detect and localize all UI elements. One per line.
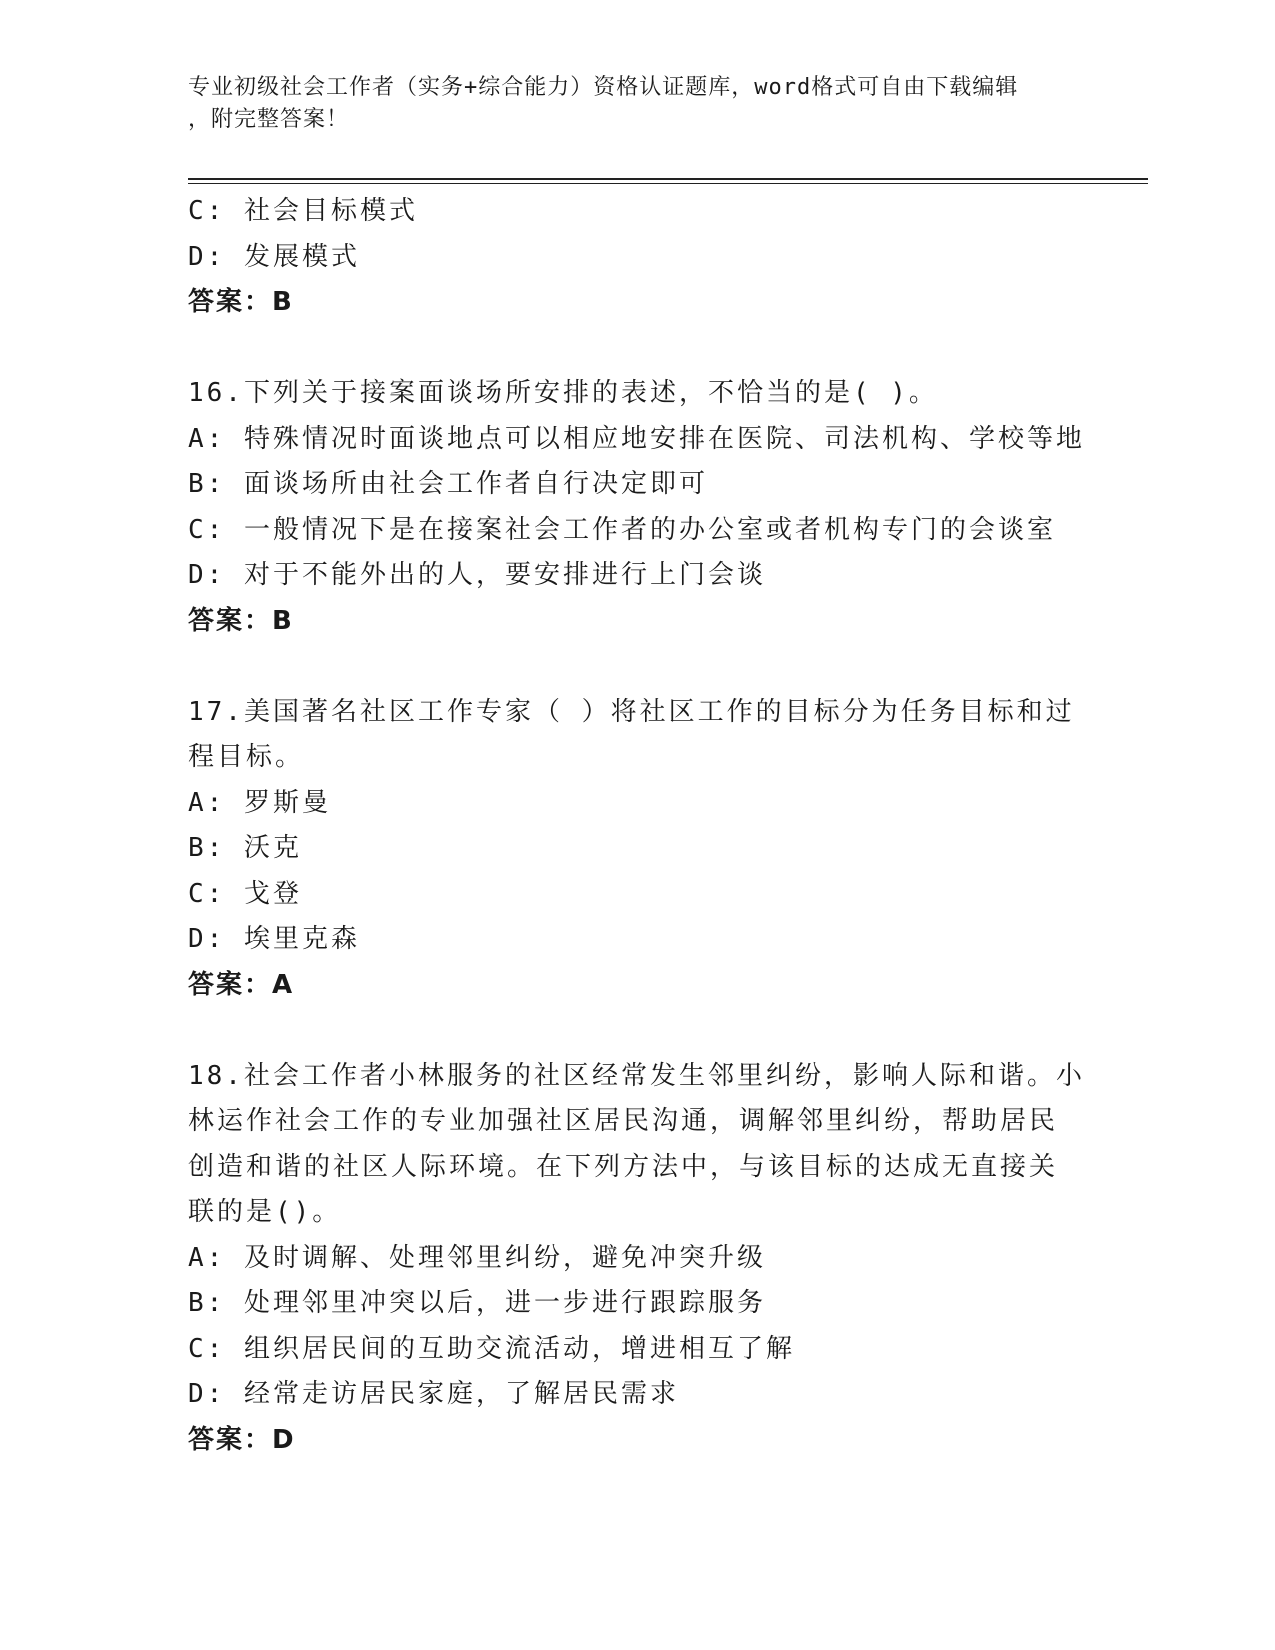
answer: 答案：B xyxy=(188,287,294,317)
question-stem: 17.美国著名社区工作专家（ ）将社区工作的目标分为任务目标和过 xyxy=(188,696,1075,727)
option-b: B: 沃克 xyxy=(188,833,302,863)
option-c: C: 一般情况下是在接案社会工作者的办公室或者机构专门的会谈室 xyxy=(188,514,1056,545)
question-stem: 联的是()。 xyxy=(188,1197,342,1227)
header-divider xyxy=(188,178,1148,180)
header-line-2: ，附完整答案！ xyxy=(188,107,350,132)
question-18 xyxy=(188,1054,1088,1464)
option-b: B: 面谈场所由社会工作者自行决定即可 xyxy=(188,469,708,499)
option-c: C: 组织居民间的互助交流活动，增进相互了解 xyxy=(188,1333,795,1364)
option-b: B: 处理邻里冲突以后，进一步进行跟踪服务 xyxy=(188,1288,766,1318)
question-stem: 程目标。 xyxy=(188,742,305,772)
answer: 答案：A xyxy=(188,969,295,1000)
question-list xyxy=(188,189,1088,1463)
option-c: C: 戈登 xyxy=(188,878,302,909)
answer: 答案：D xyxy=(188,1424,296,1455)
option-d: D: 经常走访居民家庭，了解居民需求 xyxy=(188,1379,679,1409)
question-stem: 创造和谐的社区人际环境。在下列方法中，与该目标的达成无直接关 xyxy=(188,1151,1059,1182)
question-stem: 16.下列关于接案面谈场所安排的表述，不恰当的是( )。 xyxy=(188,378,938,408)
page-header xyxy=(188,72,1088,136)
question-stem: 林运作社会工作的专业加强社区居民沟通，调解邻里纠纷，帮助居民 xyxy=(188,1106,1059,1136)
answer: 答案：B xyxy=(188,605,294,636)
option-a: A: 罗斯曼 xyxy=(188,787,331,818)
option-a: A: 及时调解、处理邻里纠纷，避免冲突升级 xyxy=(188,1242,766,1273)
header-line-1: 专业初级社会工作者（实务+综合能力）资格认证题库，word格式可自由下载编辑 xyxy=(188,75,1019,100)
question-17 xyxy=(188,690,1088,1009)
option-d: D: 发展模式 xyxy=(188,241,360,272)
option-d: D: 对于不能外出的人，要安排进行上门会谈 xyxy=(188,560,766,590)
question-stem: 18.社会工作者小林服务的社区经常发生邻里纠纷，影响人际和谐。小 xyxy=(188,1060,1085,1091)
question-16 xyxy=(188,371,1088,644)
header-divider-thin xyxy=(188,183,1148,184)
option-c: C: 社会目标模式 xyxy=(188,196,418,226)
option-d: D: 埃里克森 xyxy=(188,924,360,954)
option-a: A: 特殊情况时面谈地点可以相应地安排在医院、司法机构、学校等地 xyxy=(188,423,1085,454)
question-15-continued xyxy=(188,189,1088,326)
